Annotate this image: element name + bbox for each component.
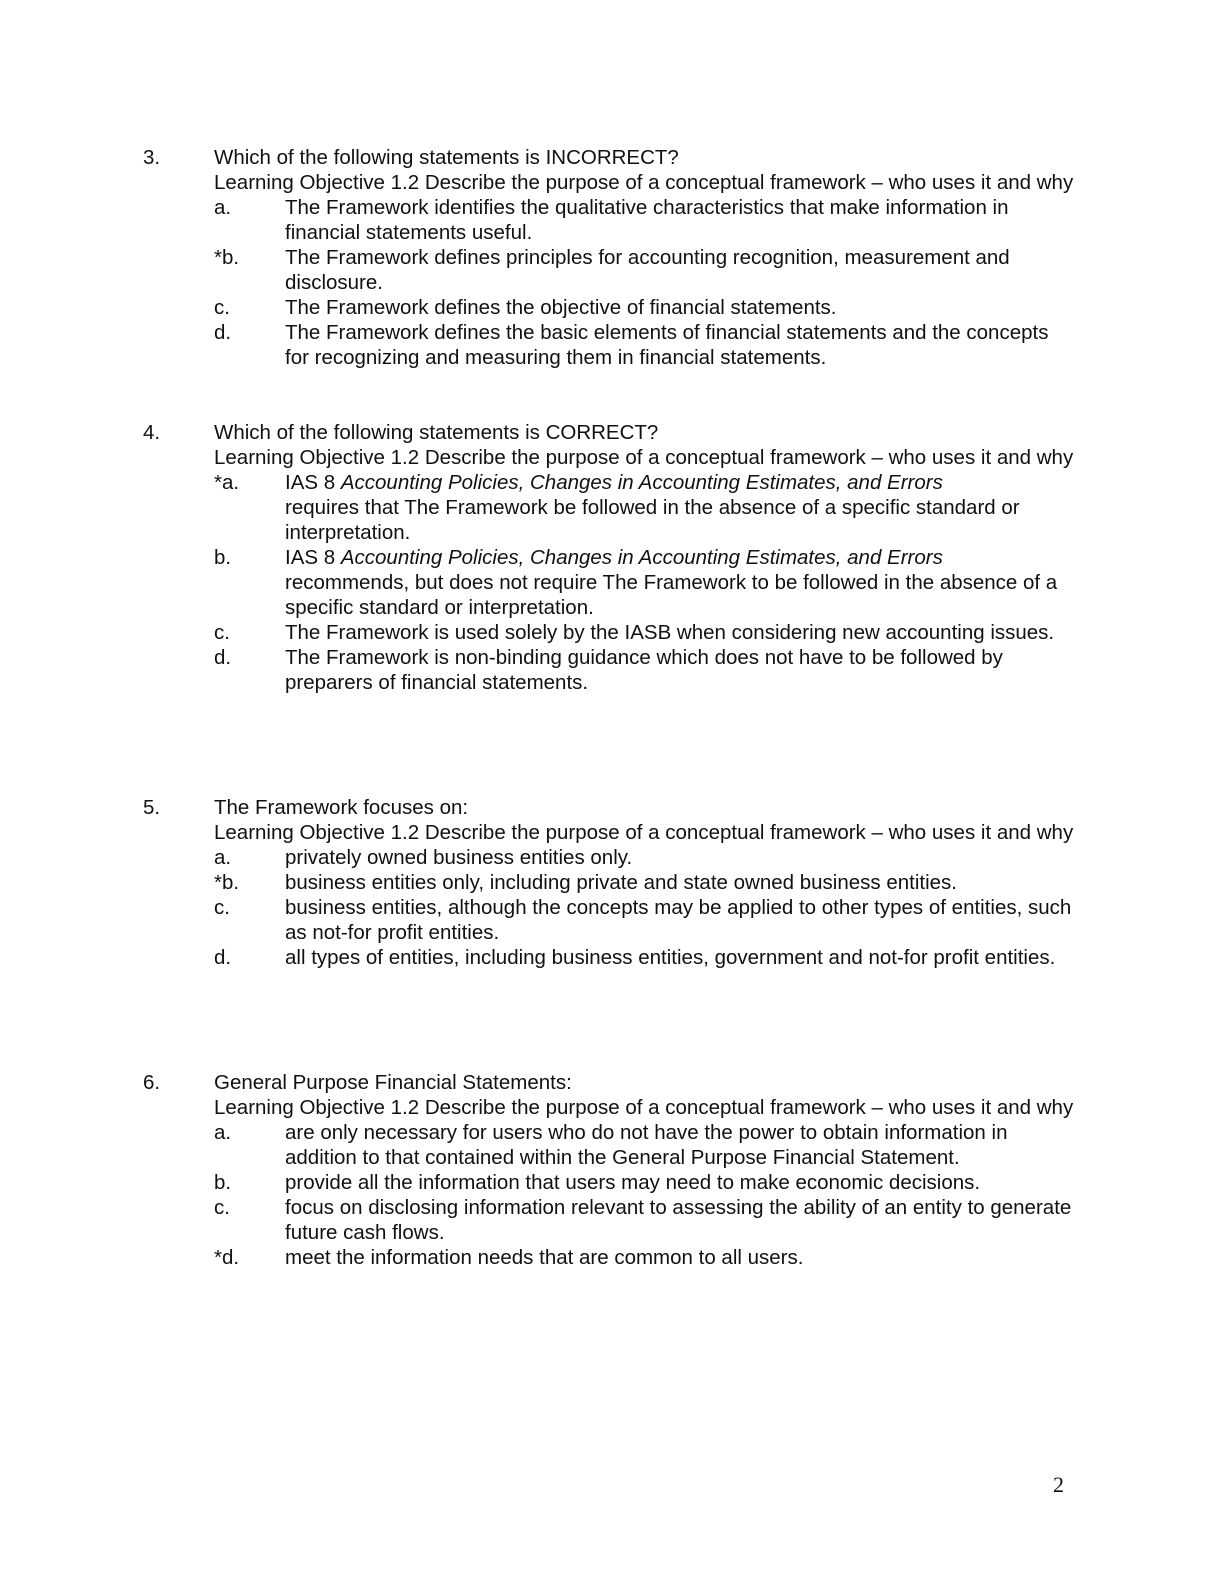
option-body: recommends, but does not require The Framework to be followed in the absence of a specific standard or interpretation. — [285, 571, 1058, 619]
learning-objective: Learning Objective 1.2 Describe the purpose of a conceptual framework – who uses it and why — [214, 171, 1074, 194]
option-body: requires that The Framework be followed in the absence of a specific standard or interpretation. — [285, 496, 1020, 544]
question-4 — [143, 420, 1083, 695]
option-letter: a. — [214, 196, 232, 219]
answer-option — [214, 195, 1076, 245]
option-letter: c. — [214, 621, 230, 644]
standard-reference: IAS 8 — [285, 471, 341, 494]
question-number: 3. — [143, 146, 161, 169]
question-number: 4. — [143, 421, 161, 444]
question-6 — [143, 1070, 1083, 1270]
option-letter: a. — [214, 846, 232, 869]
option-letter: *b. — [214, 871, 240, 894]
option-letter: c. — [214, 896, 230, 919]
option-text: The Framework defines principles for accounting recognition, measurement and disclosure. — [285, 246, 1010, 294]
page-number: 2 — [1053, 1472, 1064, 1497]
option-text: The Framework identifies the qualitative characteristics that make information in financial statements useful. — [285, 196, 1009, 244]
learning-objective: Learning Objective 1.2 Describe the purpose of a conceptual framework – who uses it and why — [214, 446, 1074, 469]
option-text: The Framework defines the basic elements of financial statements and the concepts for recognizing and measuring them in financial statements. — [285, 321, 1049, 369]
answer-option — [214, 945, 1076, 970]
option-letter: *b. — [214, 246, 240, 269]
question-text: Which of the following statements is INCORRECT? — [214, 146, 679, 169]
answer-option — [214, 1195, 1076, 1245]
answer-option — [214, 545, 1076, 620]
option-text: The Framework is used solely by the IASB when considering new accounting issues. — [285, 621, 1055, 644]
answer-option — [214, 895, 1076, 945]
answer-options — [214, 470, 1076, 695]
answer-option — [214, 1120, 1076, 1170]
standard-reference: IAS 8 — [285, 546, 341, 569]
question-number: 5. — [143, 796, 161, 819]
option-text: business entities, although the concepts may be applied to other types of entities, such as not-for profit entities. — [285, 896, 1072, 944]
answer-option — [214, 845, 1076, 870]
option-text: business entities only, including private and state owned business entities. — [285, 871, 957, 894]
option-letter: d. — [214, 646, 232, 669]
option-text: meet the information needs that are common to all users. — [285, 1246, 804, 1269]
answer-option — [214, 645, 1076, 695]
option-text: provide all the information that users may need to make economic decisions. — [285, 1171, 981, 1194]
option-letter: c. — [214, 1196, 230, 1219]
answer-options — [214, 195, 1076, 370]
option-text: focus on disclosing information relevant to assessing the ability of an entity to generate future cash flows. — [285, 1196, 1072, 1244]
answer-option — [214, 1245, 1076, 1270]
answer-option — [214, 470, 1076, 545]
option-letter: d. — [214, 946, 232, 969]
question-text: The Framework focuses on: — [214, 796, 469, 819]
option-text: The Framework is non-binding guidance which does not have to be followed by preparers of financial statements. — [285, 646, 1003, 694]
option-text: all types of entities, including business entities, government and not-for profit entities. — [285, 946, 1056, 969]
option-text — [285, 546, 1057, 619]
option-text: privately owned business entities only. — [285, 846, 633, 869]
learning-objective: Learning Objective 1.2 Describe the purpose of a conceptual framework – who uses it and why — [214, 1096, 1074, 1119]
option-letter: b. — [214, 546, 232, 569]
option-letter: *d. — [214, 1246, 240, 1269]
answer-option — [214, 1170, 1076, 1195]
option-letter: c. — [214, 296, 230, 319]
question-text: Which of the following statements is CORRECT? — [214, 421, 659, 444]
option-text — [285, 471, 1020, 544]
option-letter: d. — [214, 321, 232, 344]
question-3 — [143, 145, 1083, 370]
answer-options — [214, 1120, 1076, 1270]
question-5 — [143, 795, 1083, 970]
option-letter: b. — [214, 1171, 232, 1194]
learning-objective: Learning Objective 1.2 Describe the purpose of a conceptual framework – who uses it and why — [214, 821, 1074, 844]
option-text: are only necessary for users who do not have the power to obtain information in addition to that contained within the General Purpose Financial Statement. — [285, 1121, 1008, 1169]
option-text: The Framework defines the objective of financial statements. — [285, 296, 837, 319]
question-text: General Purpose Financial Statements: — [214, 1071, 572, 1094]
answer-option — [214, 245, 1076, 295]
standard-title: Accounting Policies, Changes in Accounting Estimates, and Errors — [340, 546, 943, 569]
option-letter: *a. — [214, 471, 240, 494]
answer-options — [214, 845, 1076, 970]
question-number: 6. — [143, 1071, 161, 1094]
answer-option — [214, 295, 1076, 320]
option-letter: a. — [214, 1121, 232, 1144]
answer-option — [214, 870, 1076, 895]
standard-title: Accounting Policies, Changes in Accounting Estimates, and Errors — [340, 471, 943, 494]
answer-option — [214, 320, 1076, 370]
answer-option — [214, 620, 1076, 645]
